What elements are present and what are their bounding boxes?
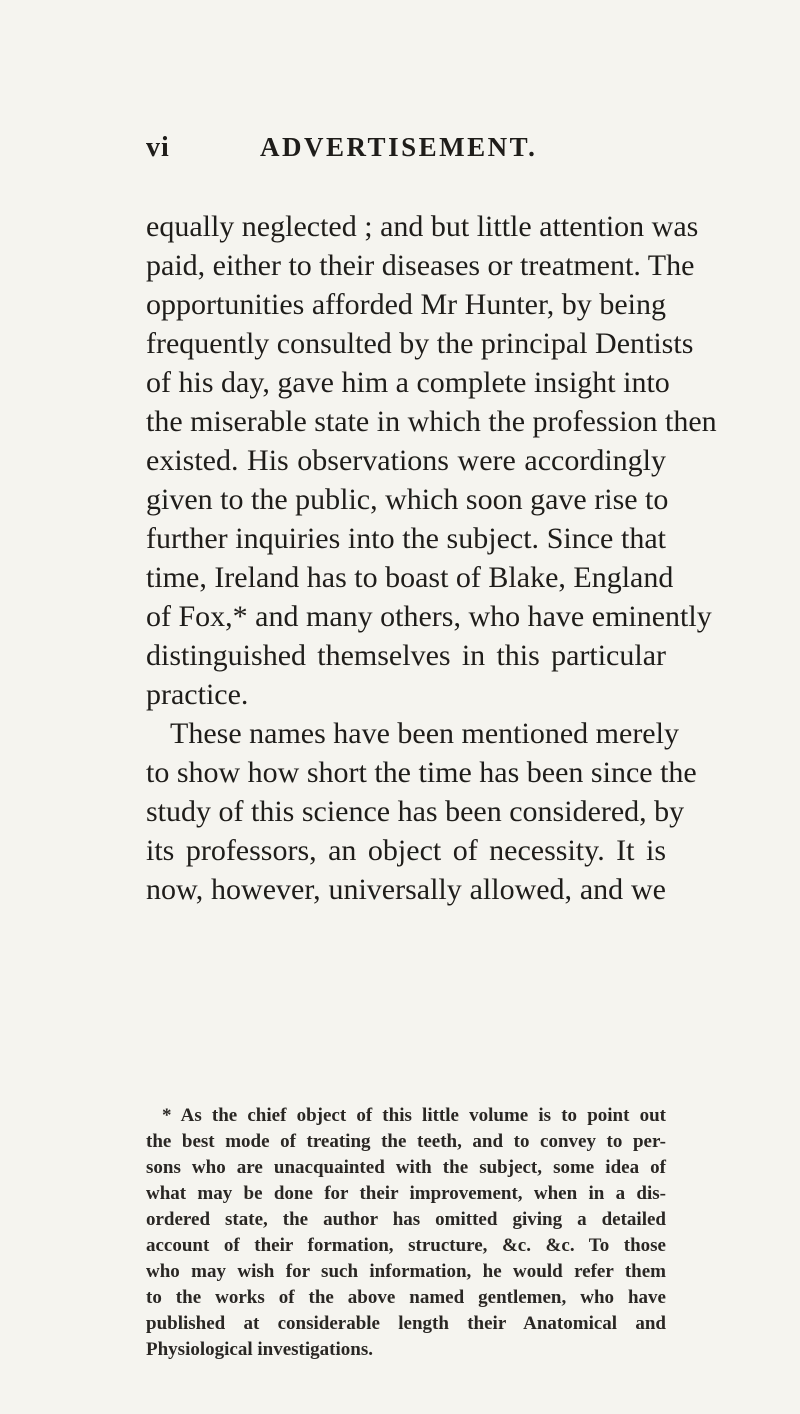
footnote-line: published at considerable length their Anatomical and [146,1313,666,1334]
body-line: now, however, universally allowed, and we [146,873,666,906]
body-line: frequently consulted by the principal Dentists [146,327,694,360]
body-line: to show how short the time has been since the [146,756,697,789]
footnote-line: account of their formation, structure, &c. &c. To those [146,1235,666,1256]
body-line: of Fox,* and many others, who have eminently [146,600,712,633]
footnote [146,1103,666,1363]
footnote-line: the best mode of treating the teeth, and to convey to per- [146,1131,666,1152]
footnote-line: * As the chief object of this little volume is to point out [162,1105,666,1126]
footnote-line: sons who are unacquainted with the subject, some idea of [146,1157,666,1178]
body-line: existed. His observations were accordingly [146,444,666,477]
body-line: equally neglected ; and but little attention was [146,210,699,243]
body-line: further inquiries into the subject. Since that [146,522,666,555]
body-line: given to the public, which soon gave rise to [146,483,669,516]
footnote-line: what may be done for their improvement, when in a dis- [146,1183,666,1204]
body-text [146,207,717,909]
body-line: These names have been mentioned merely [170,717,679,750]
footnote-line: Physiological investigations. [146,1339,373,1360]
body-line: of his day, gave him a complete insight into [146,366,670,399]
header-title: ADVERTISEMENT. [260,132,538,162]
footnote-line: ordered state, the author has omitted giving a detailed [146,1209,666,1230]
body-line: practice. [146,678,249,711]
body-line: distinguished themselves in this particular [146,639,666,672]
body-line: study of this science has been considered, by [146,795,685,828]
body-line: its professors, an object of necessity. It is [146,834,666,867]
body-line: paid, either to their diseases or treatment. The [146,249,695,282]
footnote-line: who may wish for such information, he would refer them [146,1261,666,1282]
running-head [0,132,800,172]
footnote-line: to the works of the above named gentlemen, who have [146,1287,666,1308]
body-line: time, Ireland has to boast of Blake, England [146,561,674,594]
page-number: vi [146,132,170,163]
body-line: opportunities afforded Mr Hunter, by being [146,288,666,321]
body-line: the miserable state in which the profession then [146,405,717,438]
